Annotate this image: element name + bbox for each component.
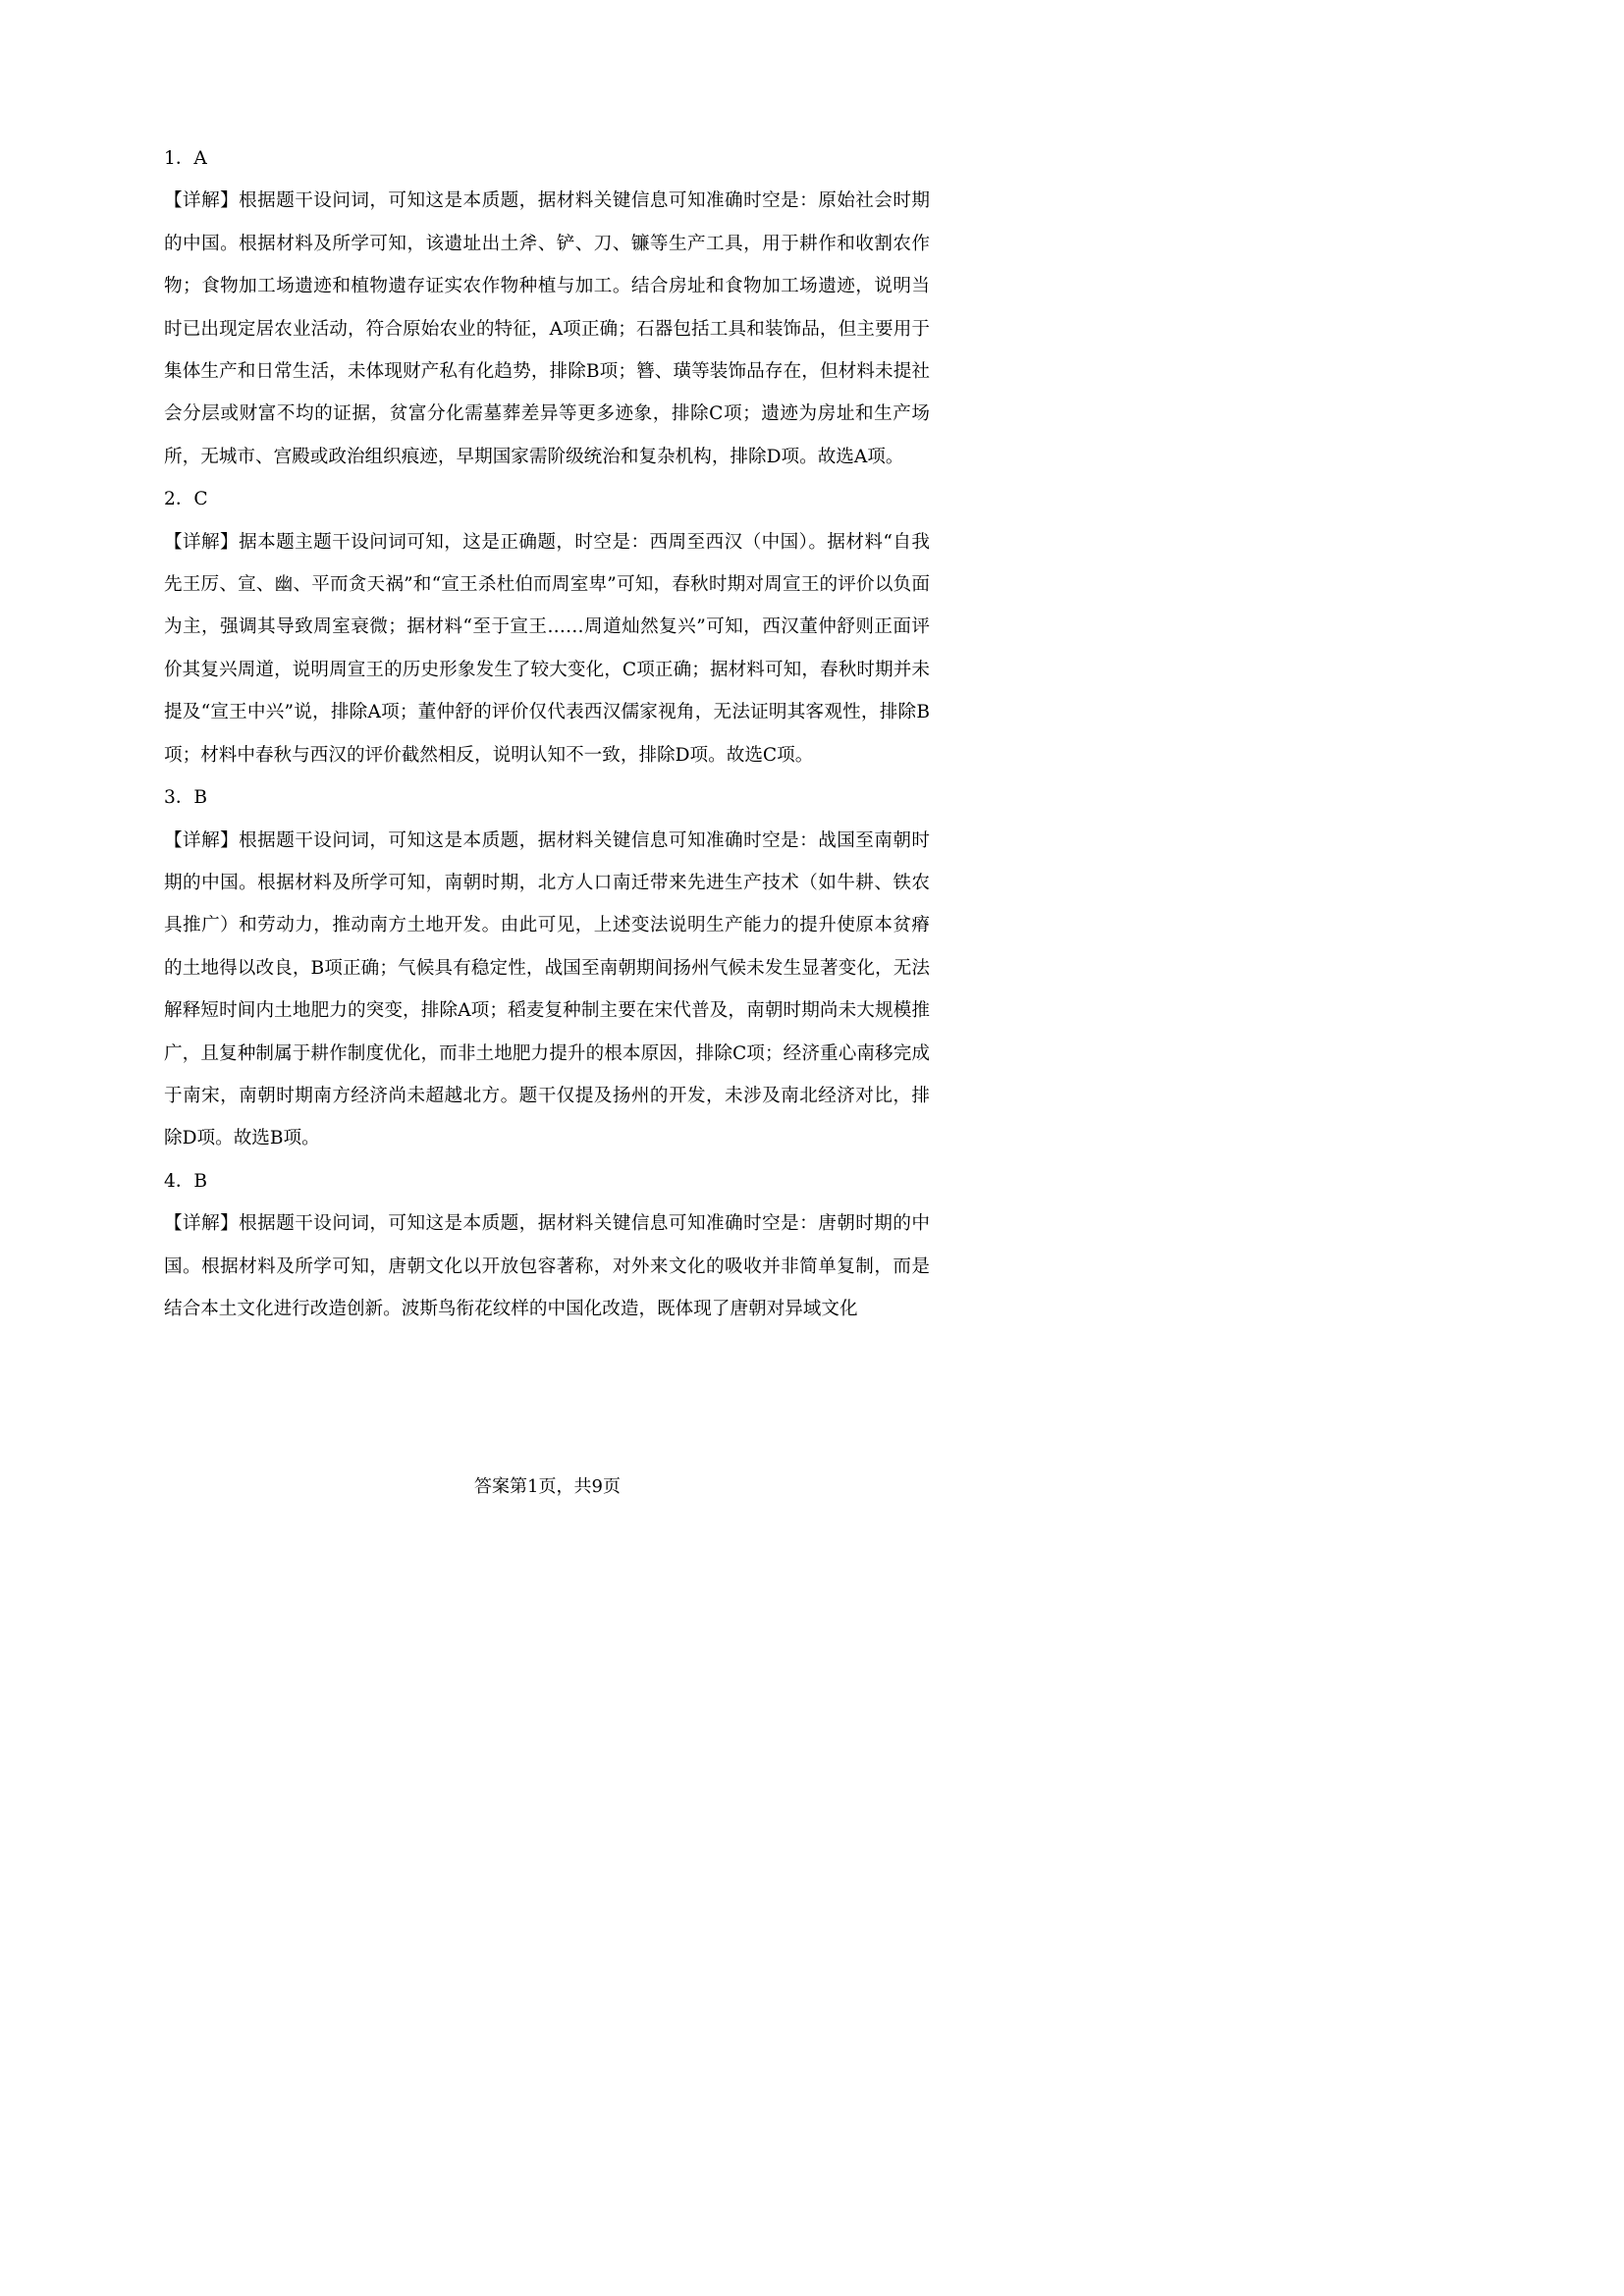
answer-content (164, 137, 930, 1330)
question-4-number: 4．B (164, 1170, 208, 1192)
question-3-explanation (164, 820, 930, 1160)
page-footer: 答案第1页，共9页 (474, 1476, 621, 1497)
question-4-explanation (164, 1202, 930, 1330)
question-1-number: 1．A (164, 148, 207, 169)
question-2-explanation (164, 521, 930, 776)
detail-tag: 【详解】 (164, 531, 240, 553)
question-3-text: 根据题干设问词，可知这是本质题，据材料关键信息可知准确时空是：战国至南朝时期的中国。根据材料及所学可知，南朝时期，北方人口南迁带来先进生产技术（如牛耕、铁农具推广）和劳动力，推动南方土地开发。由此可见，上述变法说明生产能力的提升使原本贫瘠的土地得以改良，B项正确；气候具有稳定性，战国至南朝期间扬州气候未发生显著变化，无法解释短时间内土地肥力的突变，排除A项；稻麦复种制主要在宋代普及，南朝时期尚未大规模推广，且复种制属于耕作制度优化，而非土地肥力提升的根本原因，排除C项；经济重心南移完成于南宋，南朝时期南方经济尚未超越北方。题干仅提及扬州的开发，未涉及南北经济对比，排除D项。故选B项。 (164, 829, 930, 1149)
question-2-number: 2．C (164, 489, 208, 510)
question-4-text: 根据题干设问词，可知这是本质题，据材料关键信息可知准确时空是：唐朝时期的中国。根据材料及所学可知，唐朝文化以开放包容著称，对外来文化的吸收并非简单复制，而是结合本土文化进行改造创新。波斯鸟衔花纹样的中国化改造，既体现了唐朝对异域文化 (164, 1213, 930, 1319)
question-3-number: 3．B (164, 787, 208, 809)
detail-tag: 【详解】 (164, 829, 240, 851)
detail-tag: 【详解】 (164, 1213, 240, 1235)
question-1-explanation (164, 180, 930, 478)
question-1-text: 根据题干设问词，可知这是本质题，据材料关键信息可知准确时空是：原始社会时期的中国。根据材料及所学可知，该遗址出土斧、铲、刀、镰等生产工具，用于耕作和收割农作物；食物加工场遗迹和植物遗存证实农作物种植与加工。结合房址和食物加工场遗迹，说明当时已出现定居农业活动，符合原始农业的特征，A项正确；石器包括工具和装饰品，但主要用于集体生产和日常生活，未体现财产私有化趋势，排除B项；簪、璜等装饰品存在，但材料未提社会分层或财富不均的证据，贫富分化需墓葬差异等更多迹象，排除C项；遗迹为房址和生产场所，无城市、宫殿或政治组织痕迹，早期国家需阶级统治和复杂机构，排除D项。故选A项。 (164, 190, 930, 467)
detail-tag: 【详解】 (164, 190, 240, 212)
question-2-text: 据本题主题干设问词可知，这是正确题，时空是：西周至西汉（中国）。据材料“自我先王厉、宣、幽、平而贪天祸”和“宣王杀杜伯而周室卑”可知，春秋时期对周宣王的评价以负面为主，强调其导致周室衰微；据材料“至于宣王……周道灿然复兴”可知，西汉董仲舒则正面评价其复兴周道，说明周宣王的历史形象发生了较大变化，C项正确；据材料可知，春秋时期并未提及“宣王中兴”说，排除A项；董仲舒的评价仅代表西汉儒家视角，无法证明其客观性，排除B项；材料中春秋与西汉的评价截然相反，说明认知不一致，排除D项。故选C项。 (164, 531, 930, 766)
